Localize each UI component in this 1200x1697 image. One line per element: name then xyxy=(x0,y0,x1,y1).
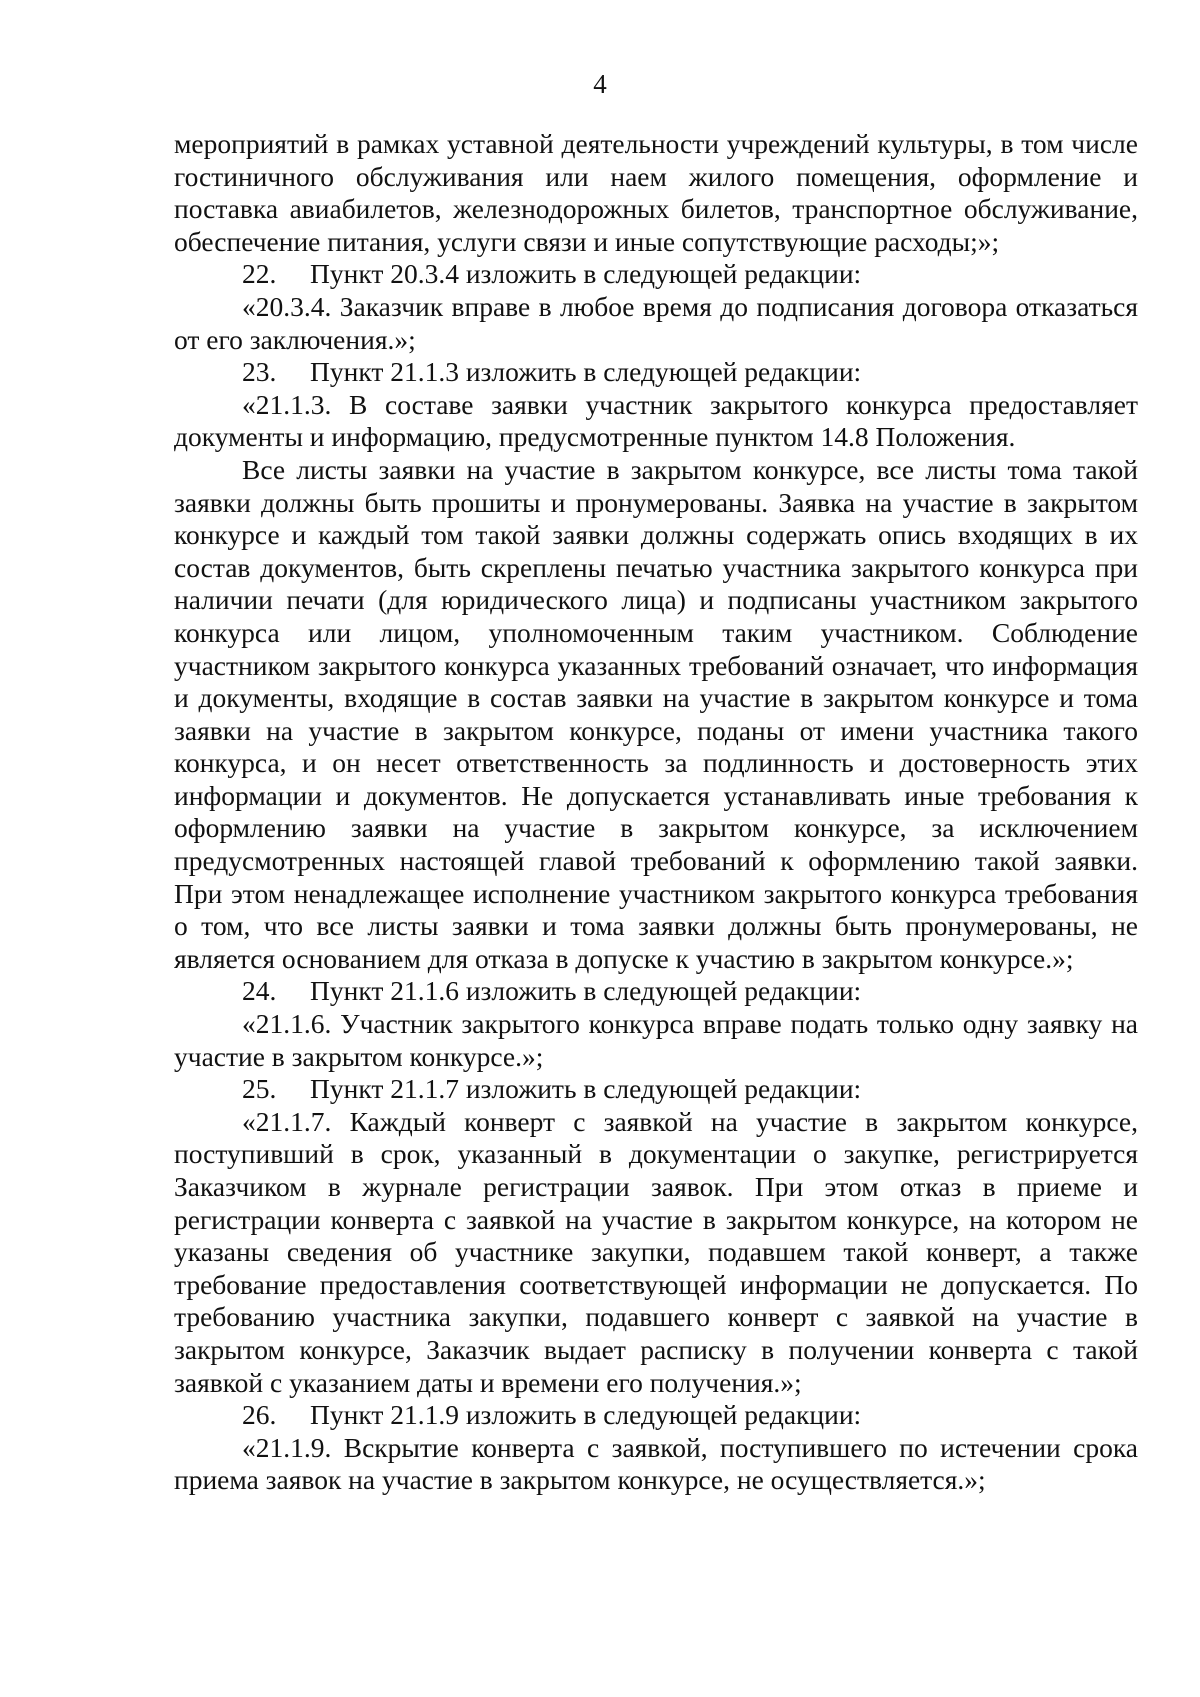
item-heading-text: Пункт 21.1.7 изложить в следующей редакции: xyxy=(310,1073,862,1105)
item-heading-text: Пункт 21.1.6 изложить в следующей редакции: xyxy=(310,975,862,1007)
amendment-item-24 xyxy=(174,975,1138,1008)
item-heading-text: Пункт 21.1.9 изложить в следующей редакции: xyxy=(310,1399,862,1431)
item-heading-text: Пункт 20.3.4 изложить в следующей редакции: xyxy=(310,258,862,290)
amendment-text: «21.1.7. Каждый конверт с заявкой на участие в закрытом конкурсе, поступивший в срок, указанный в документации о закупке, регистрируется Заказчиком в журнале регистрации заявок. При этом отказ в приеме и регистрации конверта с заявкой на участие в закрытом конкурсе, на котором не указаны сведения об участнике закупки, подавшем такой конверт, а также требование предоставления соответствующей информации не допускается. По требованию участника закупки, подавшего конверт с заявкой на участие в закрытом конкурсе, Заказчик выдает расписку в получении конверта с такой заявкой с указанием даты и времени его получения.»; xyxy=(174,1105,1138,1398)
amendment-text: Все листы заявки на участие в закрытом конкурсе, все листы тома такой заявки должны быть прошиты и пронумерованы. Заявка на участие в закрытом конкурсе и каждый том такой заявки должны содержать опись входящих в их состав документов, быть скреплены печатью участника закрытого конкурса при наличии печати (для юридического лица) и подписаны участником закрытого конкурса или лицом, уполномоченным таким участником. Соблюдение участником закрытого конкурса указанных требований означает, что информация и документы, входящие в состав заявки на участие в закрытом конкурсе и тома заявки на участие в закрытом конкурсе, поданы от имени участника такого конкурса, и он несет ответственность за подлинность и достоверность этих информации и документов. Не допускается устанавливать иные требования к оформлению заявки на участие в закрытом конкурсе, за исключением предусмотренных настоящей главой требований к оформлению такой заявки. При этом ненадлежащее исполнение участником закрытого конкурса требования о том, что все листы заявки и тома заявки должны быть пронумерованы, не является основанием для отказа в допуске к участию в закрытом конкурсе.»; xyxy=(174,453,1138,974)
item-number: 25. xyxy=(242,1073,277,1105)
amendment-text: «21.1.3. В составе заявки участник закрытого конкурса предоставляет документы и информацию, предусмотренные пунктом 14.8 Положения. xyxy=(174,388,1138,453)
page-number: 4 xyxy=(593,69,607,99)
amendment-item-22 xyxy=(174,258,1138,291)
item-number: 23. xyxy=(242,356,277,388)
item-number: 22. xyxy=(242,258,277,290)
item-number: 26. xyxy=(242,1399,277,1431)
amendment-item-25 xyxy=(174,1073,1138,1106)
amendment-text: «20.3.4. Заказчик вправе в любое время до подписания договора отказаться от его заключения.»; xyxy=(174,290,1138,355)
document-body xyxy=(174,128,1138,1497)
amendment-item-23 xyxy=(174,356,1138,389)
amendment-item-26 xyxy=(174,1399,1138,1432)
paragraph-continuation: мероприятий в рамках уставной деятельности учреждений культуры, в том числе гостиничного обслуживания или наем жилого помещения, оформление и поставка авиабилетов, железнодорожных билетов, транспортное обслуживание, обеспечение питания, услуги связи и иные сопутствующие расходы;»; xyxy=(174,128,1138,257)
amendment-text: «21.1.6. Участник закрытого конкурса вправе подать только одну заявку на участие в закрытом конкурсе.»; xyxy=(174,1008,1138,1072)
amendment-text: «21.1.9. Вскрытие конверта с заявкой, поступившего по истечении срока приема заявок на участие в закрытом конкурсе, не осуществляется.»; xyxy=(174,1431,1138,1496)
item-number: 24. xyxy=(242,975,277,1007)
item-heading-text: Пункт 21.1.3 изложить в следующей редакции: xyxy=(310,356,862,388)
